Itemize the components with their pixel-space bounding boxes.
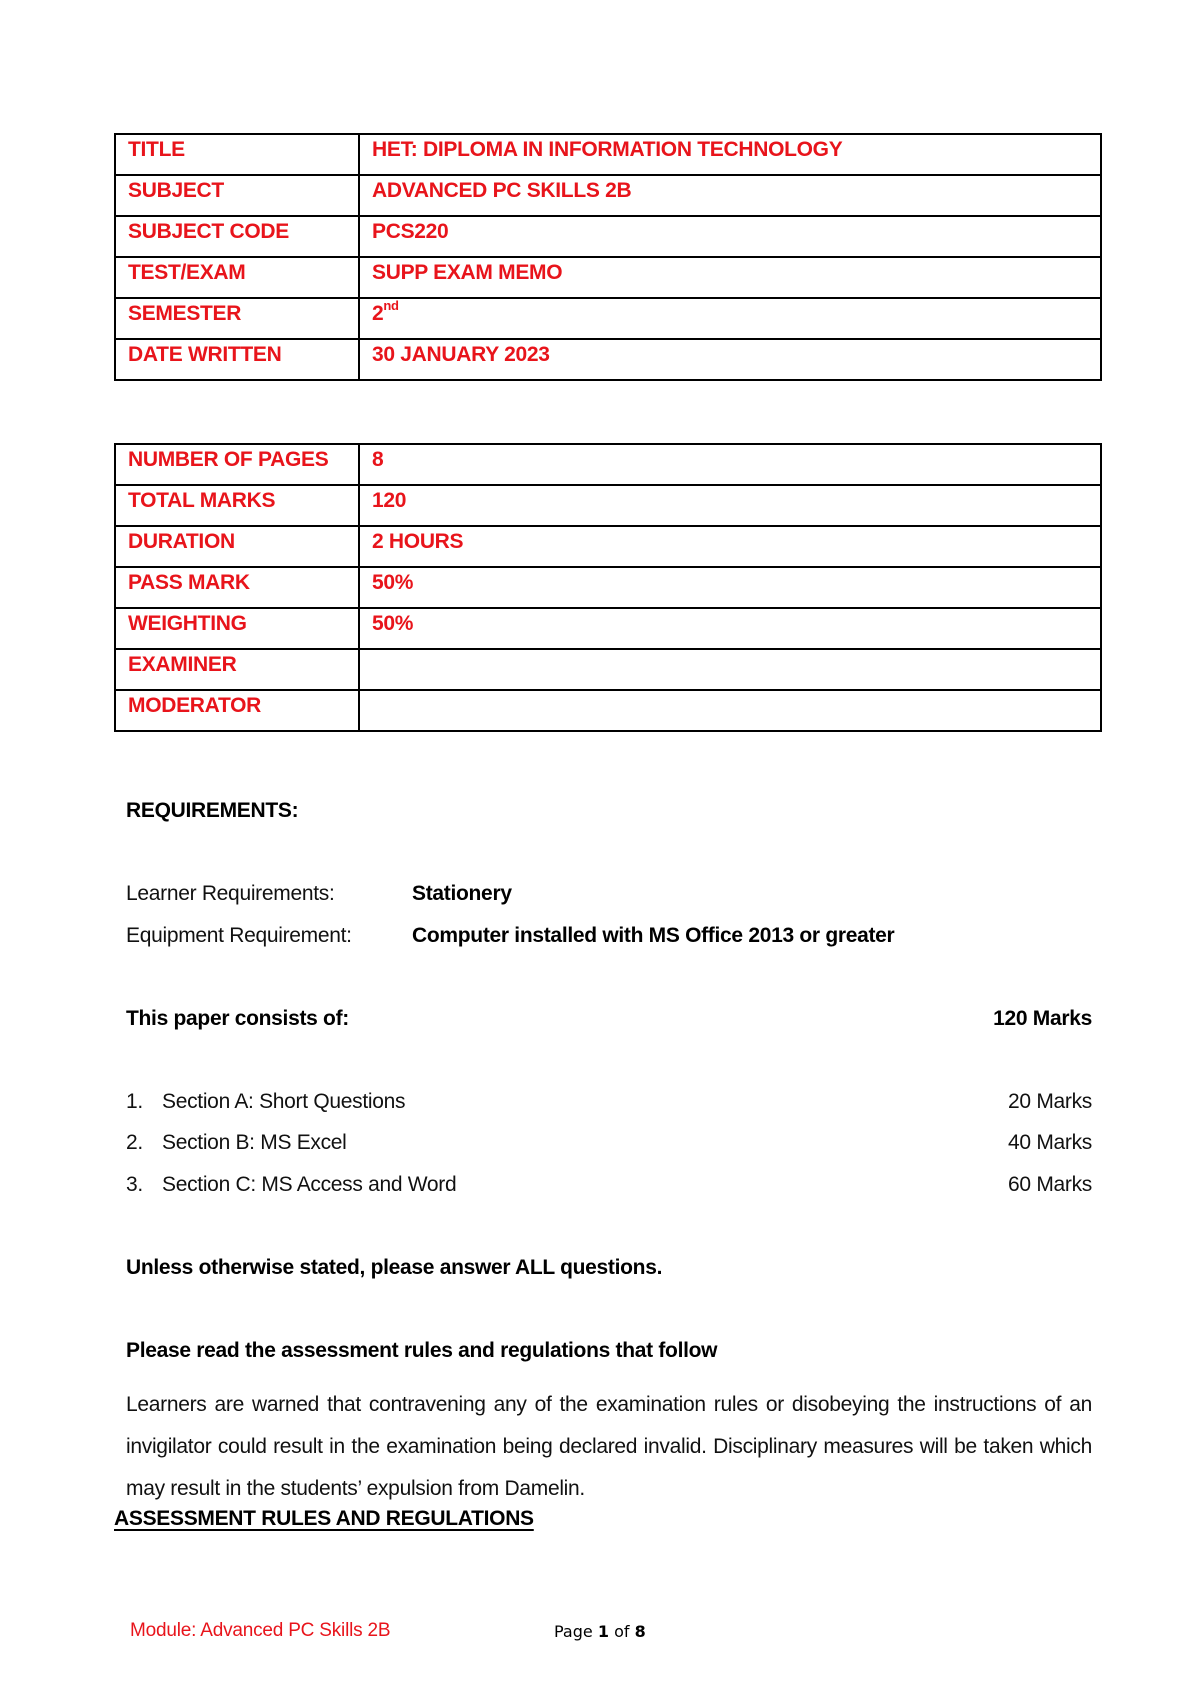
exam-details-table [114, 443, 1102, 732]
row-value [359, 690, 1101, 731]
row-label: SUBJECT CODE [115, 216, 359, 257]
row-label: WEIGHTING [115, 608, 359, 649]
learner-requirements-value: Stationery [412, 882, 512, 905]
row-value: ADVANCED PC SKILLS 2B [359, 175, 1101, 216]
section-marks: 40 Marks [1008, 1131, 1092, 1154]
of-word: of [614, 1622, 630, 1641]
section-number: 2. [126, 1131, 143, 1154]
paper-consists-label: This paper consists of: [126, 1007, 349, 1030]
table-row [115, 526, 1101, 567]
row-value [359, 649, 1101, 690]
total-pages: 8 [634, 1622, 646, 1641]
section-marks: 20 Marks [1008, 1090, 1092, 1113]
table-row [115, 257, 1101, 298]
table-row [115, 567, 1101, 608]
row-label: SEMESTER [115, 298, 359, 339]
equipment-requirement-value: Computer installed with MS Office 2013 or greater [412, 924, 895, 947]
row-label: NUMBER OF PAGES [115, 444, 359, 485]
rules-intro-heading: Please read the assessment rules and regulations that follow [126, 1339, 718, 1362]
page-word: Page [554, 1622, 593, 1641]
row-label: TITLE [115, 134, 359, 175]
row-label: DATE WRITTEN [115, 339, 359, 380]
row-label: PASS MARK [115, 567, 359, 608]
row-value: HET: DIPLOMA IN INFORMATION TECHNOLOGY [359, 134, 1101, 175]
table-row [115, 690, 1101, 731]
table-row [115, 444, 1101, 485]
row-value [359, 298, 1101, 339]
table-row [115, 339, 1101, 380]
table-row [115, 298, 1101, 339]
row-value: 2 HOURS [359, 526, 1101, 567]
row-label: SUBJECT [115, 175, 359, 216]
section-name: Section A: Short Questions [162, 1090, 406, 1113]
semester-number: 2 [372, 302, 384, 325]
row-value: 50% [359, 567, 1101, 608]
row-label: EXAMINER [115, 649, 359, 690]
table-row [115, 175, 1101, 216]
table-row [115, 134, 1101, 175]
row-value: 30 JANUARY 2023 [359, 339, 1101, 380]
table-row [115, 216, 1101, 257]
section-name: Section B: MS Excel [162, 1131, 347, 1154]
row-label: TOTAL MARKS [115, 485, 359, 526]
row-label: TEST/EXAM [115, 257, 359, 298]
row-label: MODERATOR [115, 690, 359, 731]
footer-module-name: Module: Advanced PC Skills 2B [130, 1620, 391, 1641]
current-page: 1 [597, 1622, 609, 1641]
semester-suffix: nd [383, 298, 399, 313]
row-label: DURATION [115, 526, 359, 567]
requirements-heading: REQUIREMENTS: [126, 799, 299, 822]
row-value: 8 [359, 444, 1101, 485]
row-value: 50% [359, 608, 1101, 649]
learner-requirements-label: Learner Requirements: [126, 882, 335, 905]
section-number: 1. [126, 1090, 143, 1113]
equipment-requirement-label: Equipment Requirement: [126, 924, 352, 947]
rules-heading: ASSESSMENT RULES AND REGULATIONS [114, 1507, 534, 1530]
table-row [115, 485, 1101, 526]
row-value: SUPP EXAM MEMO [359, 257, 1101, 298]
section-number: 3. [126, 1173, 143, 1196]
table-row [115, 608, 1101, 649]
section-name: Section C: MS Access and Word [162, 1173, 457, 1196]
paper-total-marks: 120 Marks [993, 1007, 1092, 1030]
section-marks: 60 Marks [1008, 1173, 1092, 1196]
answer-instruction: Unless otherwise stated, please answer ALL questions. [126, 1256, 663, 1279]
exam-info-table [114, 133, 1102, 381]
footer-page-number [554, 1622, 646, 1641]
row-value: 120 [359, 485, 1101, 526]
rules-intro-paragraph: Learners are warned that contravening any of the examination rules or disobeying the instructions of an invigilator could result in the examination being declared invalid. Disciplinary measures will be taken which may result in the students’ expulsion from Damelin. [126, 1393, 1092, 1500]
table-row [115, 649, 1101, 690]
row-value: PCS220 [359, 216, 1101, 257]
